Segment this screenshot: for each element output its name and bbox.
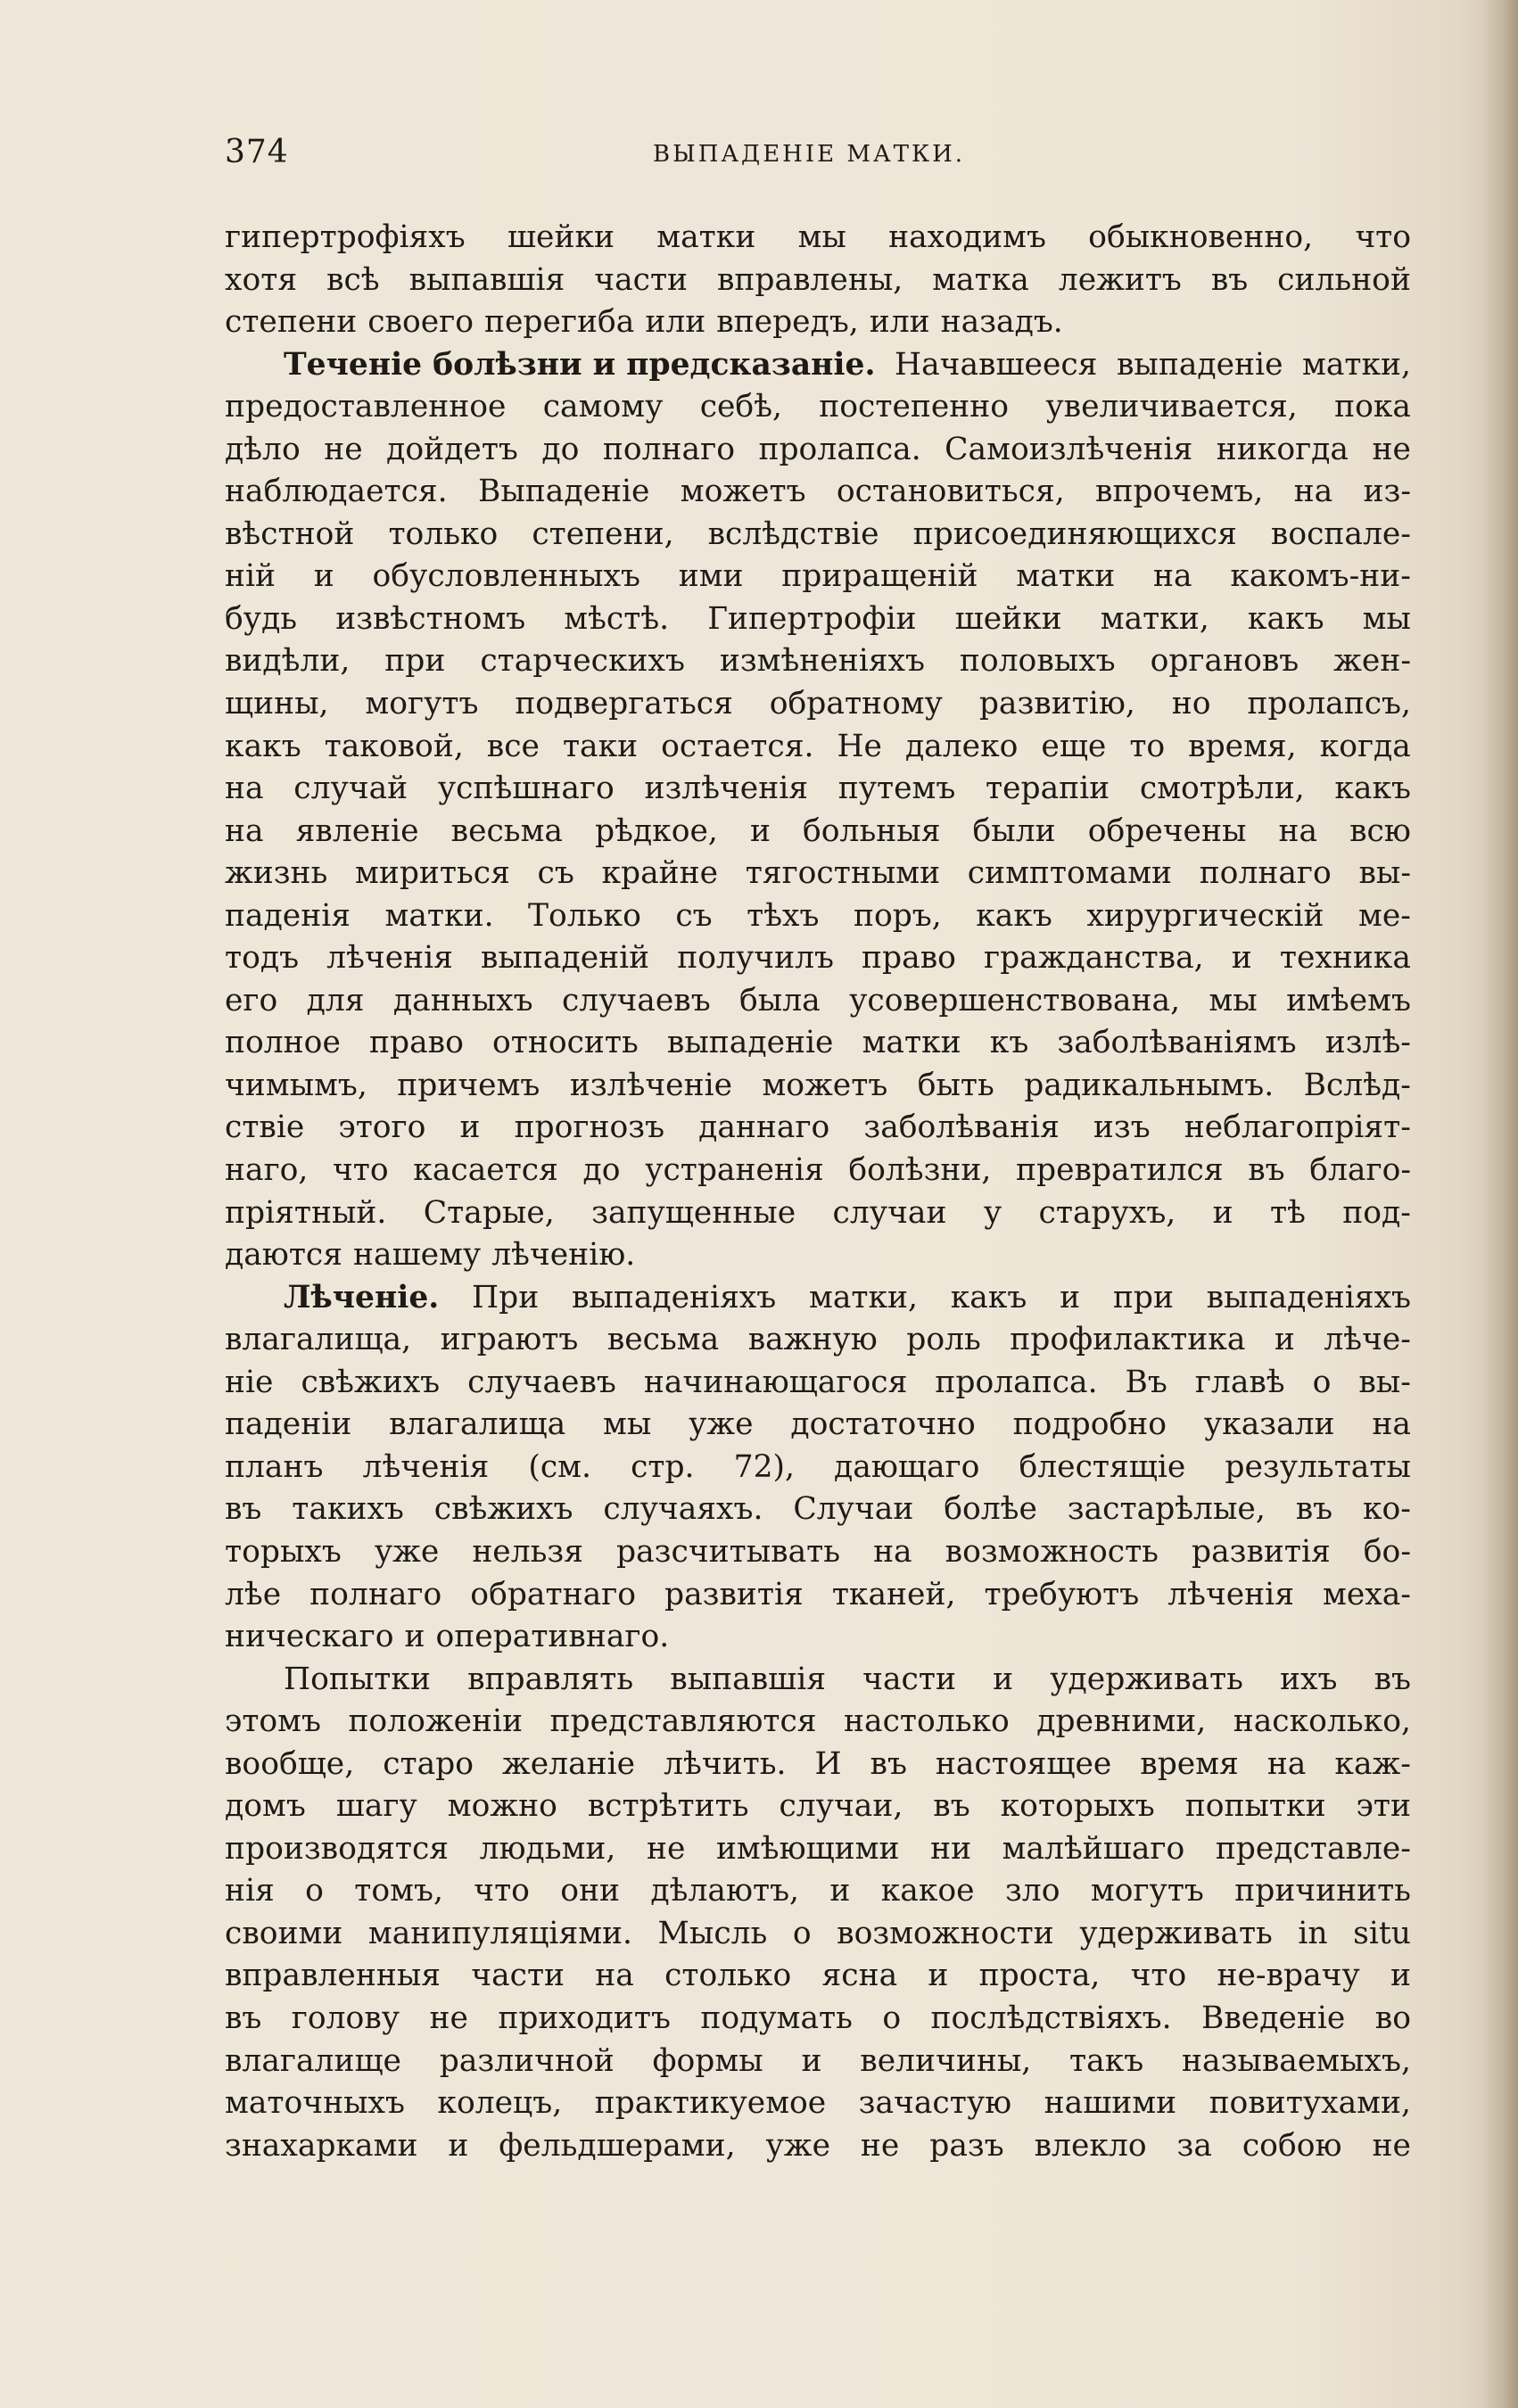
text-line: производятся людьми, не имѣющими ни малѣйшаго представле- — [225, 1830, 1411, 1867]
text-line: видѣли, при старческихъ измѣненіяхъ половыхъ органовъ жен- — [225, 643, 1411, 680]
text-line: своими манипуляціями. Мысль о возможности удерживать in situ — [225, 1915, 1411, 1951]
page-edge-shadow — [1482, 0, 1518, 2408]
text-line: вообще, старо желаніе лѣчить. И въ настоящее время на каж- — [225, 1745, 1411, 1782]
text-line: паденіи влагалища мы уже достаточно подробно указали на — [225, 1406, 1411, 1443]
text-line: въ такихъ свѣжихъ случаяхъ. Случаи болѣе застарѣлые, въ ко- — [225, 1491, 1411, 1528]
text-line: даются нашему лѣченію. — [225, 1237, 636, 1274]
text-line: предоставленное самому себѣ, постепенно увеличивается, пока — [225, 389, 1411, 425]
text-line: влагалище различной формы и величины, такъ называемыхъ, — [225, 2042, 1411, 2079]
text-line: влагалища, играютъ весьма важную роль профилактика и лѣче- — [225, 1322, 1411, 1358]
text-line: Теченіе болѣзни и предсказаніе. Начавшееся выпаденіе матки, — [225, 344, 1411, 387]
text-line: вѣстной только степени, вслѣдствіе присоединяющихся воспале- — [225, 515, 1411, 552]
text-line: гипертрофіяхъ шейки матки мы находимъ обыкновенно, что — [225, 219, 1411, 255]
text-line: полное право относить выпаденіе матки къ заболѣваніямъ излѣ- — [225, 1025, 1411, 1061]
text-line: на явленіе весьма рѣдкое, и больныя были обречены на всю — [225, 812, 1411, 849]
page-header — [225, 134, 1411, 187]
text-line: хотя всѣ выпавшія части вправлены, матка лежитъ въ сильной — [225, 261, 1411, 298]
text-line: ствіе этого и прогнозъ даннаго заболѣванія изъ неблагопріят- — [225, 1109, 1411, 1146]
text-line: пріятный. Старые, запущенные случаи у старухъ, и тѣ под- — [225, 1194, 1411, 1231]
text-line: Лѣченіе. При выпаденіяхъ матки, какъ и при выпаденіяхъ — [225, 1277, 1411, 1320]
text-line: будь извѣстномъ мѣстѣ. Гипертрофіи шейки матки, какъ мы — [225, 600, 1411, 637]
text-line: на случай успѣшнаго излѣченія путемъ терапіи смотрѣли, какъ — [225, 771, 1411, 807]
text-line: щины, могутъ подвергаться обратному развитію, но пролапсъ, — [225, 686, 1411, 722]
text-line: наго, что касается до устраненія болѣзни, превратился въ благо- — [225, 1152, 1411, 1189]
text-line: въ голову не приходитъ подумать о послѣдствіяхъ. Введеніе во — [225, 2000, 1411, 2036]
text-line: вправленныя части на столько ясна и проста, что не-врачу и — [225, 1958, 1411, 1994]
body-text — [225, 217, 1411, 2167]
text-line: торыхъ уже нельзя разсчитывать на возможность развитія бо- — [225, 1533, 1411, 1570]
text-line: ній и обусловленныхъ ими приращеній матки на какомъ-ни- — [225, 558, 1411, 595]
text-line: планъ лѣченія (см. стр. 72), дающаго блестящіе результаты — [225, 1448, 1411, 1485]
page-number: 374 — [225, 134, 289, 170]
text-line: жизнь мириться съ крайне тягостными симптомами полнаго вы- — [225, 855, 1411, 892]
text-line: его для данныхъ случаевъ была усовершенствована, мы имѣемъ — [225, 982, 1411, 1018]
running-title: ВЫПАДЕНІЕ МАТКИ. — [653, 141, 966, 168]
text-line: ническаго и оперативнаго. — [225, 1619, 670, 1655]
text-line: Попытки вправлять выпавшія части и удерживать ихъ въ — [284, 1661, 1411, 1697]
text-line: домъ шагу можно встрѣтить случаи, въ которыхъ попытки эти — [225, 1788, 1411, 1825]
text-line: чимымъ, причемъ излѣченіе можетъ быть радикальнымъ. Вслѣд- — [225, 1067, 1411, 1103]
text-line: какъ таковой, все таки остается. Не далеко еще то время, когда — [225, 728, 1411, 764]
text-line: паденія матки. Только съ тѣхъ поръ, какъ хирургическій ме- — [225, 897, 1411, 934]
text-line: тодъ лѣченія выпаденій получилъ право гражданства, и техника — [225, 940, 1411, 977]
text-line: ніе свѣжихъ случаевъ начинающагося пролапса. Въ главѣ о вы- — [225, 1364, 1411, 1400]
section-heading: Теченіе болѣзни и предсказаніе. — [284, 346, 876, 383]
text-line: дѣло не дойдетъ до полнаго пролапса. Самоизлѣченія никогда не — [225, 431, 1411, 467]
section-heading: Лѣченіе. — [284, 1279, 440, 1315]
text-line: нія о томъ, что они дѣлаютъ, и какое зло могутъ причинить — [225, 1873, 1411, 1909]
text-line: знахарками и фельдшерами, уже не разъ влекло за собою не — [225, 2127, 1411, 2164]
text-line: маточныхъ колецъ, практикуемое зачастую нашими повитухами, — [225, 2085, 1411, 2122]
text-line: лѣе полнаго обратнаго развитія тканей, требуютъ лѣченія меха- — [225, 1576, 1411, 1612]
text-line: наблюдается. Выпаденіе можетъ остановиться, впрочемъ, на из- — [225, 474, 1411, 510]
text-line: этомъ положеніи представляются настолько древними, насколько, — [225, 1703, 1411, 1740]
text-line: степени своего перегиба или впередъ, или назадъ. — [225, 304, 1063, 341]
